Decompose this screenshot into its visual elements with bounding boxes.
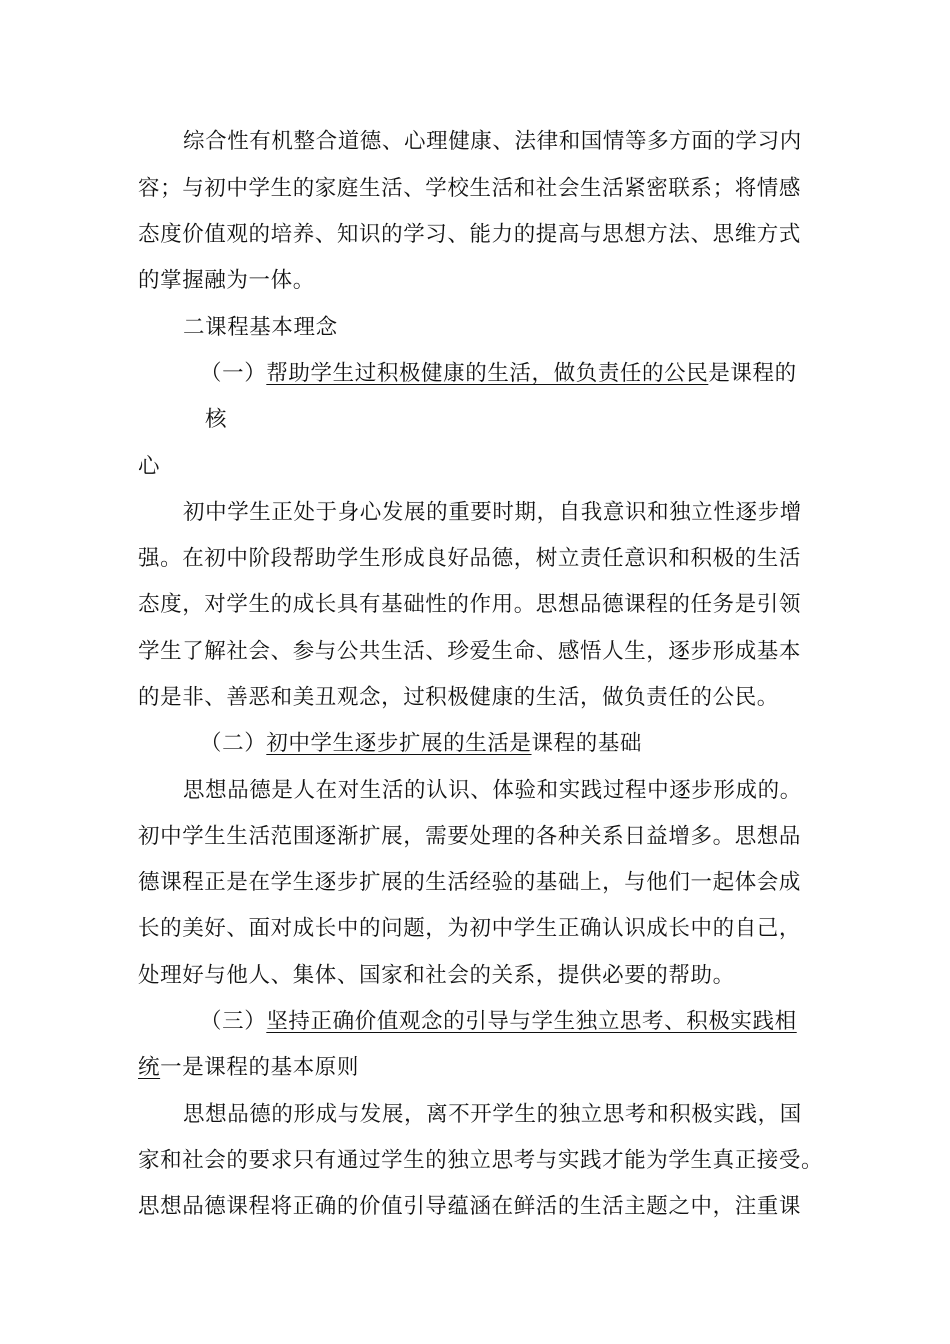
paragraph-line: 思想品德是人在对生活的认识、体验和实践过程中逐步形成的。 (183, 778, 802, 803)
subheading-2 (200, 730, 642, 758)
subheading-suffix: 是课程的 (708, 361, 797, 386)
paragraph-line: 思想品德的形成与发展，离不开学生的独立思考和积极实践，国 (183, 1102, 802, 1127)
paragraph-line: 初中学生生活范围逐渐扩展，需要处理的各种关系日益增多。思想品 (138, 824, 802, 849)
paragraph-line: 态度价值观的培养、知识的学习、能力的提高与思想方法、思维方式 (138, 222, 802, 247)
subheading-suffix: 一是课程的基本原则 (160, 1055, 360, 1080)
subheading-underlined: 帮助学生过积极健康的生活，做负责任的公民 (266, 361, 709, 386)
paragraph-line: 强。在初中阶段帮助学生形成良好品德，树立责任意识和积极的生活 (138, 546, 802, 571)
subheading-underlined: 统 (138, 1055, 161, 1080)
paragraph-line: 处理好与他人、集体、国家和社会的关系，提供必要的帮助。 (138, 963, 735, 988)
subheading-3 (200, 1008, 797, 1036)
subheading-underlined: 初中学生逐步扩展的生活是 (266, 731, 532, 756)
paragraph-line: 综合性有机整合道德、心理健康、法律和国情等多方面的学习内 (183, 129, 802, 154)
paragraph-line: 的是非、善恶和美丑观念，过积极健康的生活，做负责任的公民。 (138, 685, 779, 710)
paragraph-line: 思想品德课程将正确的价值引导蕴涵在鲜活的生活主题之中，注重课 (138, 1194, 802, 1219)
subheading-wrap: 核 (205, 407, 228, 432)
paragraph-line: 容；与初中学生的家庭生活、学校生活和社会生活紧密联系；将情感 (138, 176, 802, 201)
subheading-3-wrap (138, 1054, 359, 1082)
subheading-underlined: 坚持正确价值观念的引导与学生独立思考、积极实践相 (266, 1009, 797, 1034)
paragraph-line: 初中学生正处于身心发展的重要时期，自我意识和独立性逐步增 (183, 500, 802, 525)
paragraph-line: 家和社会的要求只有通过学生的独立思考与实践才能为学生真正接受。 (138, 1148, 824, 1173)
section-heading: 二课程基本理念 (183, 315, 338, 340)
paragraph-line: 学生了解社会、参与公共生活、珍爱生命、感悟人生，逐步形成基本 (138, 639, 802, 664)
subheading-suffix: 课程的基础 (531, 731, 643, 756)
paragraph-line: 长的美好、面对成长中的问题，为初中学生正确认识成长中的自己， (138, 916, 802, 941)
subheading-prefix: （三） (200, 1009, 267, 1034)
paragraph-line: 态度，对学生的成长具有基础性的作用。思想品德课程的任务是引领 (138, 592, 802, 617)
subheading-1 (200, 360, 797, 388)
paragraph-line: 德课程正是在学生逐步扩展的生活经验的基础上，与他们一起体会成 (138, 870, 802, 895)
paragraph-line: 的掌握融为一体。 (138, 268, 315, 293)
subheading-prefix: （二） (200, 731, 267, 756)
subheading-wrap: 心 (138, 454, 161, 479)
subheading-prefix: （一） (200, 361, 267, 386)
